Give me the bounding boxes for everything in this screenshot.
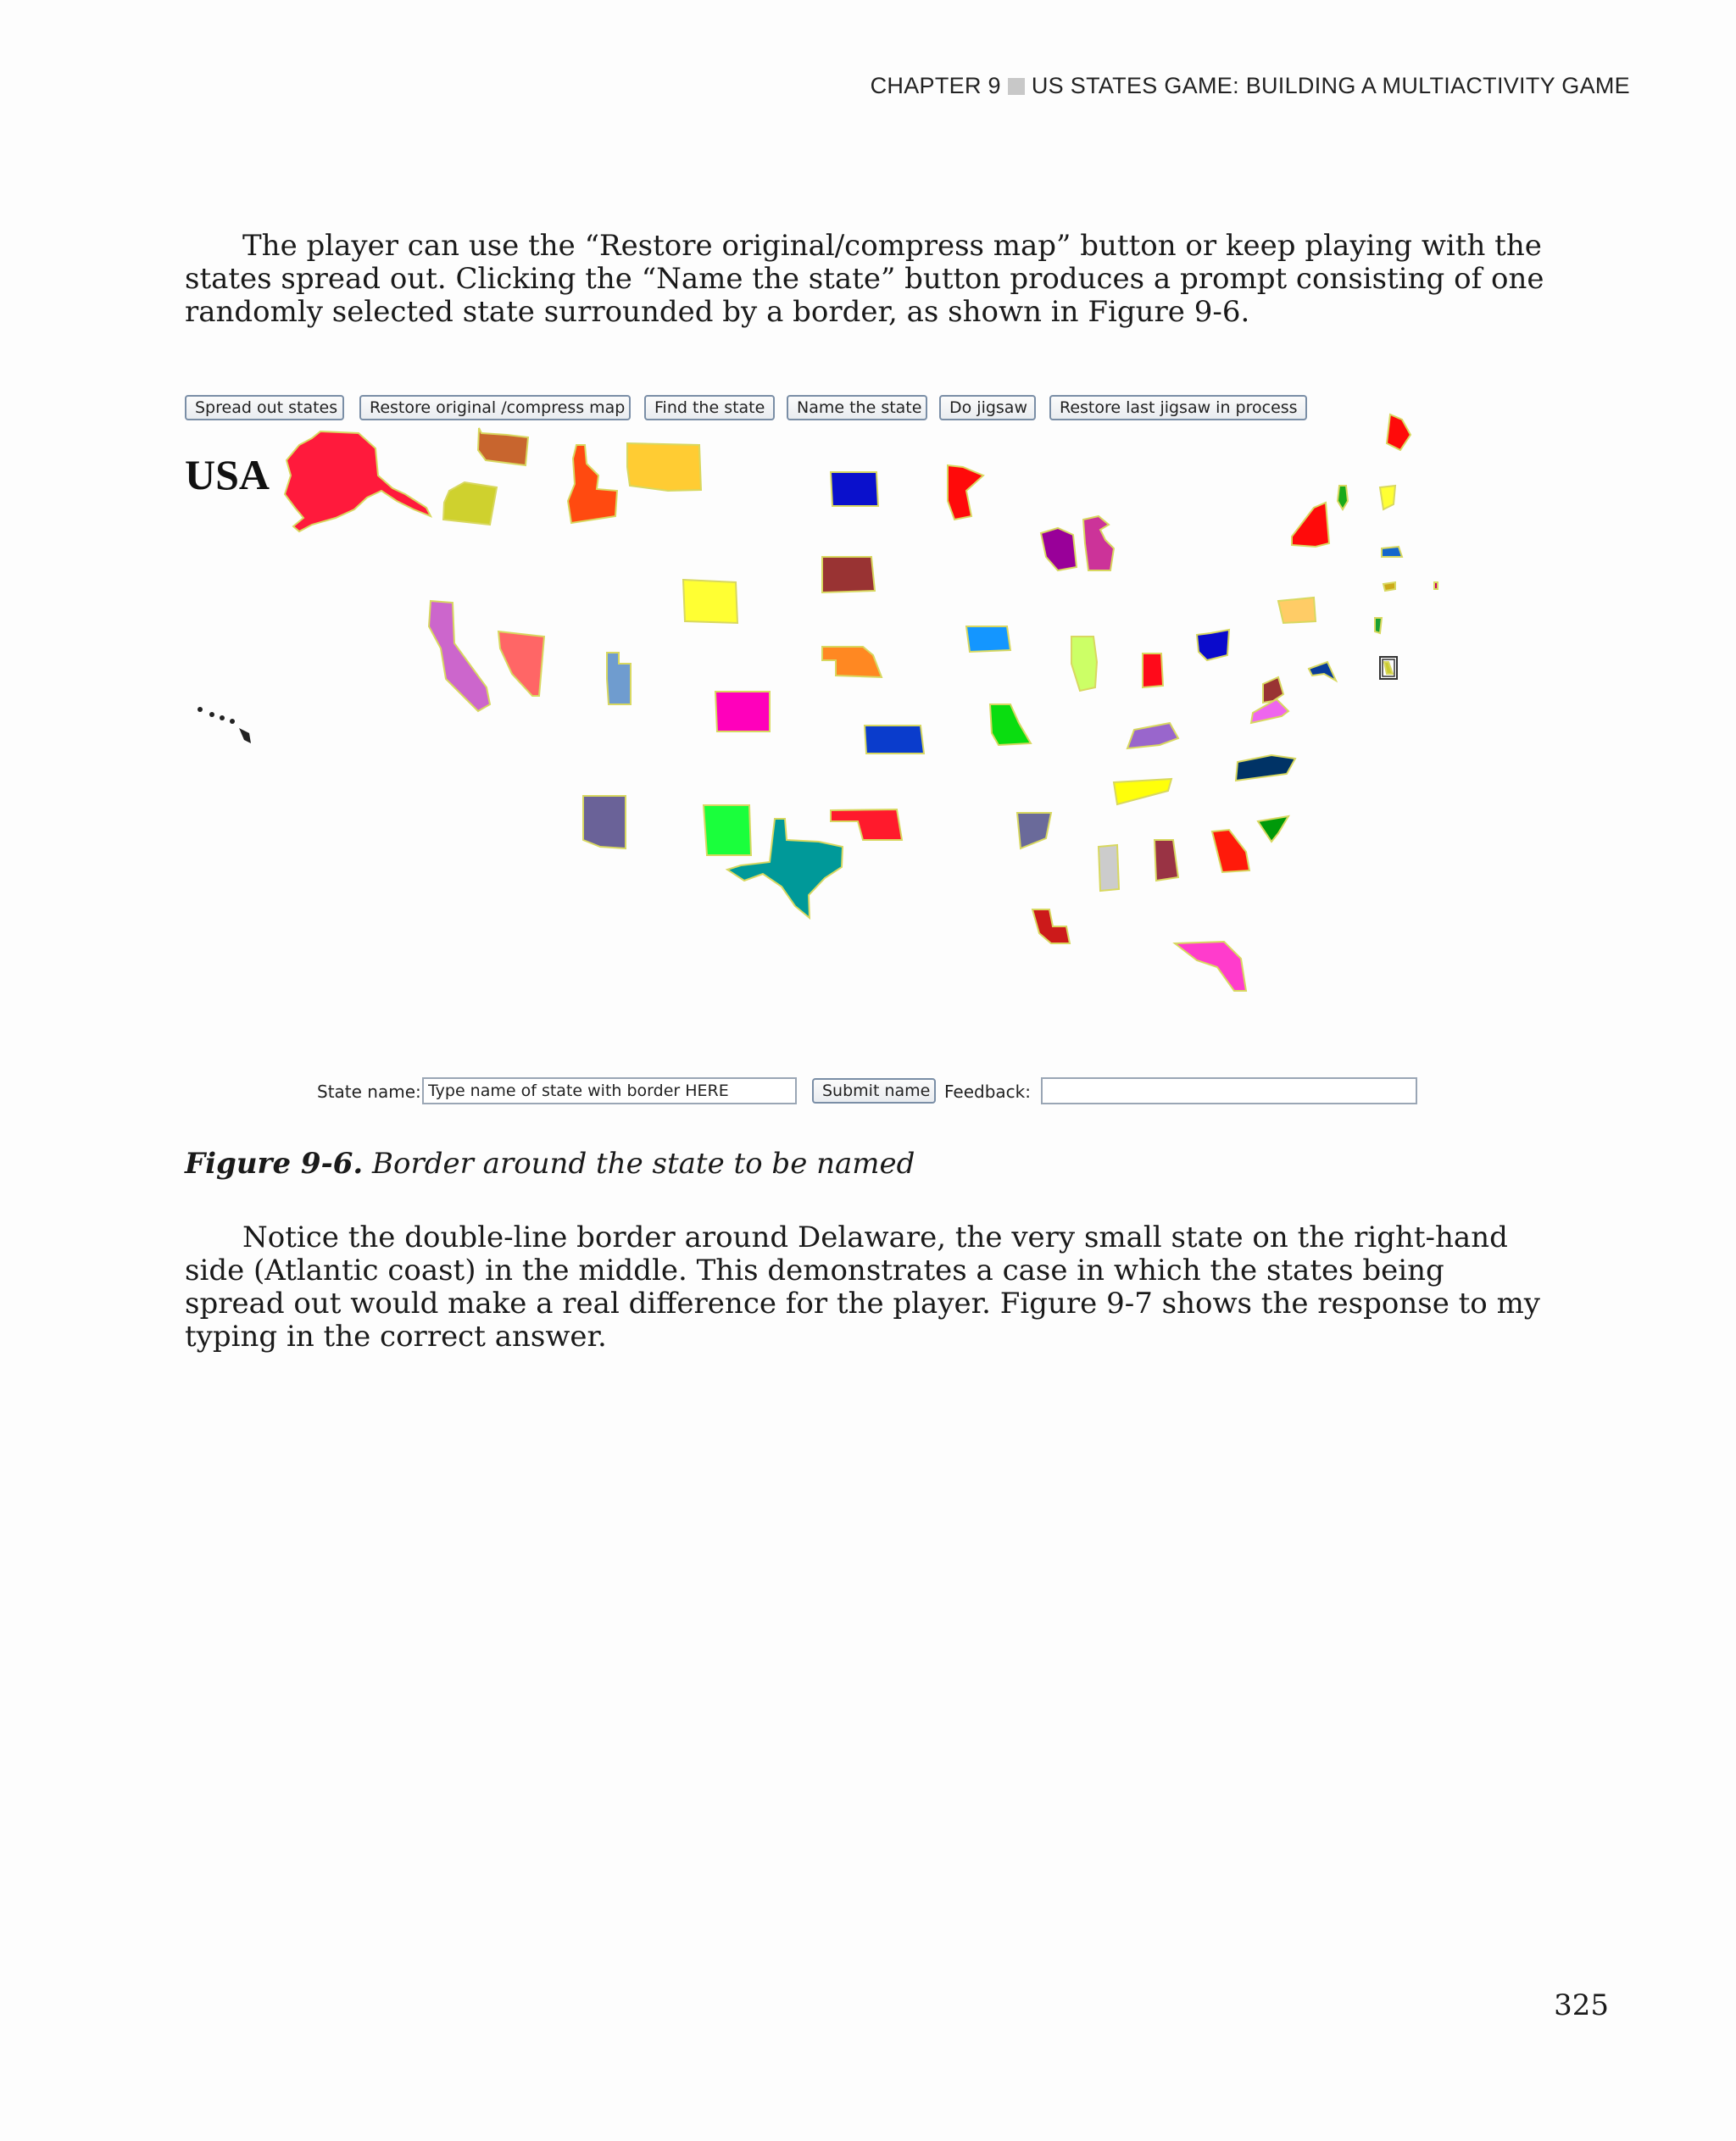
figure-caption bbox=[185, 1147, 915, 1181]
header-separator bbox=[1008, 78, 1025, 95]
ohio-state[interactable] bbox=[1197, 630, 1229, 660]
restore-last-jigsaw-button[interactable]: Restore last jigsaw in process bbox=[1049, 395, 1307, 420]
oklahoma-state[interactable] bbox=[831, 809, 902, 840]
idaho-state[interactable] bbox=[568, 445, 617, 523]
mississippi-state[interactable] bbox=[1099, 845, 1119, 891]
new-york-state[interactable] bbox=[1292, 503, 1329, 547]
figure-caption-text: Border around the state to be named bbox=[372, 1147, 915, 1181]
montana-state[interactable] bbox=[627, 443, 701, 491]
rhode-island-state[interactable] bbox=[1434, 582, 1438, 589]
feedback-label: Feedback: bbox=[944, 1082, 1031, 1102]
nevada-state[interactable] bbox=[498, 631, 544, 696]
notice-paragraph-text: Notice the double-line border around Delaware, the very small state on the right-hand side (Atlantic coast) in the middle. This demonstrates a case in which the states being spread out would make a real difference for the player. Figure 9-7 shows the response to my typing in the correct answer. bbox=[185, 1221, 1541, 1354]
figure-9-6 bbox=[185, 391, 1456, 1120]
georgia-state[interactable] bbox=[1212, 830, 1249, 872]
feedback-field bbox=[1041, 1077, 1417, 1104]
florida-state[interactable] bbox=[1175, 942, 1246, 991]
state-name-label: State name: bbox=[317, 1082, 421, 1102]
alabama-state[interactable] bbox=[1155, 840, 1178, 881]
alaska-state[interactable] bbox=[285, 431, 431, 531]
massachusetts-state[interactable] bbox=[1382, 547, 1402, 557]
wisconsin-state[interactable] bbox=[1041, 528, 1077, 570]
kansas-state[interactable] bbox=[865, 726, 924, 754]
delaware-state[interactable] bbox=[1384, 662, 1393, 674]
indiana-state[interactable] bbox=[1143, 653, 1163, 687]
arkansas-state[interactable] bbox=[1017, 813, 1051, 848]
minnesota-state[interactable] bbox=[948, 465, 983, 520]
chapter-title: US STATES GAME: BUILDING A MULTIACTIVITY GAME bbox=[1031, 73, 1630, 98]
connecticut-state[interactable] bbox=[1383, 582, 1395, 591]
new-jersey-state[interactable] bbox=[1338, 486, 1348, 509]
usa-map-title: USA bbox=[185, 451, 270, 498]
pennsylvania-state[interactable] bbox=[1278, 598, 1316, 623]
tennessee-state[interactable] bbox=[1114, 779, 1171, 804]
submit-name-button[interactable]: Submit name bbox=[812, 1078, 936, 1104]
find-the-state-button[interactable]: Find the state bbox=[644, 395, 775, 420]
new-mexico-state[interactable] bbox=[704, 805, 751, 855]
oregon-state[interactable] bbox=[443, 482, 497, 525]
state-name-input[interactable] bbox=[422, 1077, 797, 1104]
maryland-state[interactable] bbox=[1309, 662, 1336, 681]
maine-state[interactable] bbox=[1387, 414, 1410, 450]
colorado-state[interactable] bbox=[715, 692, 770, 731]
iowa-state[interactable] bbox=[966, 626, 1010, 652]
south-dakota-state[interactable] bbox=[822, 557, 875, 592]
running-head bbox=[871, 73, 1630, 99]
intro-paragraph-text: The player can use the “Restore original/compress map” button or keep playing with the states spread out. Clicking the “Name the state” button produces a prompt consisting of one randomly selected state surrounded by a border, as shown in Figure 9-6. bbox=[185, 229, 1544, 329]
new-hampshire-state[interactable] bbox=[1375, 618, 1382, 633]
us-states-map bbox=[185, 391, 1456, 1035]
michigan-state[interactable] bbox=[1083, 516, 1114, 570]
kentucky-state[interactable] bbox=[1127, 723, 1178, 748]
washington-state[interactable] bbox=[478, 428, 528, 465]
west-virginia-state[interactable] bbox=[1263, 677, 1283, 703]
virginia-state[interactable] bbox=[1251, 699, 1288, 723]
vermont-state[interactable] bbox=[1380, 486, 1395, 509]
arizona-state[interactable] bbox=[583, 796, 626, 848]
restore-compress-map-button[interactable]: Restore original /compress map bbox=[359, 395, 631, 420]
wyoming-state[interactable] bbox=[683, 580, 737, 623]
missouri-state[interactable] bbox=[990, 704, 1031, 745]
south-carolina-state[interactable] bbox=[1258, 816, 1288, 842]
figure-caption-label: Figure 9-6. bbox=[185, 1147, 364, 1181]
name-the-state-button[interactable]: Name the state bbox=[787, 395, 927, 420]
north-carolina-state[interactable] bbox=[1236, 755, 1295, 781]
page-number: 325 bbox=[1554, 1988, 1609, 2022]
intro-paragraph bbox=[185, 230, 1551, 329]
utah-state[interactable] bbox=[607, 653, 631, 704]
do-jigsaw-button[interactable]: Do jigsaw bbox=[939, 395, 1036, 420]
chapter-label: CHAPTER 9 bbox=[870, 73, 1001, 98]
delaware-selected[interactable] bbox=[1380, 657, 1397, 679]
louisiana-state[interactable] bbox=[1032, 909, 1070, 943]
north-dakota-state[interactable] bbox=[831, 472, 878, 506]
hawaii-state[interactable] bbox=[198, 707, 251, 743]
illinois-state[interactable] bbox=[1071, 637, 1097, 691]
notice-paragraph bbox=[185, 1221, 1551, 1354]
nebraska-state[interactable] bbox=[822, 647, 882, 677]
spread-out-states-button[interactable]: Spread out states bbox=[185, 395, 344, 420]
california-state[interactable] bbox=[429, 601, 490, 711]
